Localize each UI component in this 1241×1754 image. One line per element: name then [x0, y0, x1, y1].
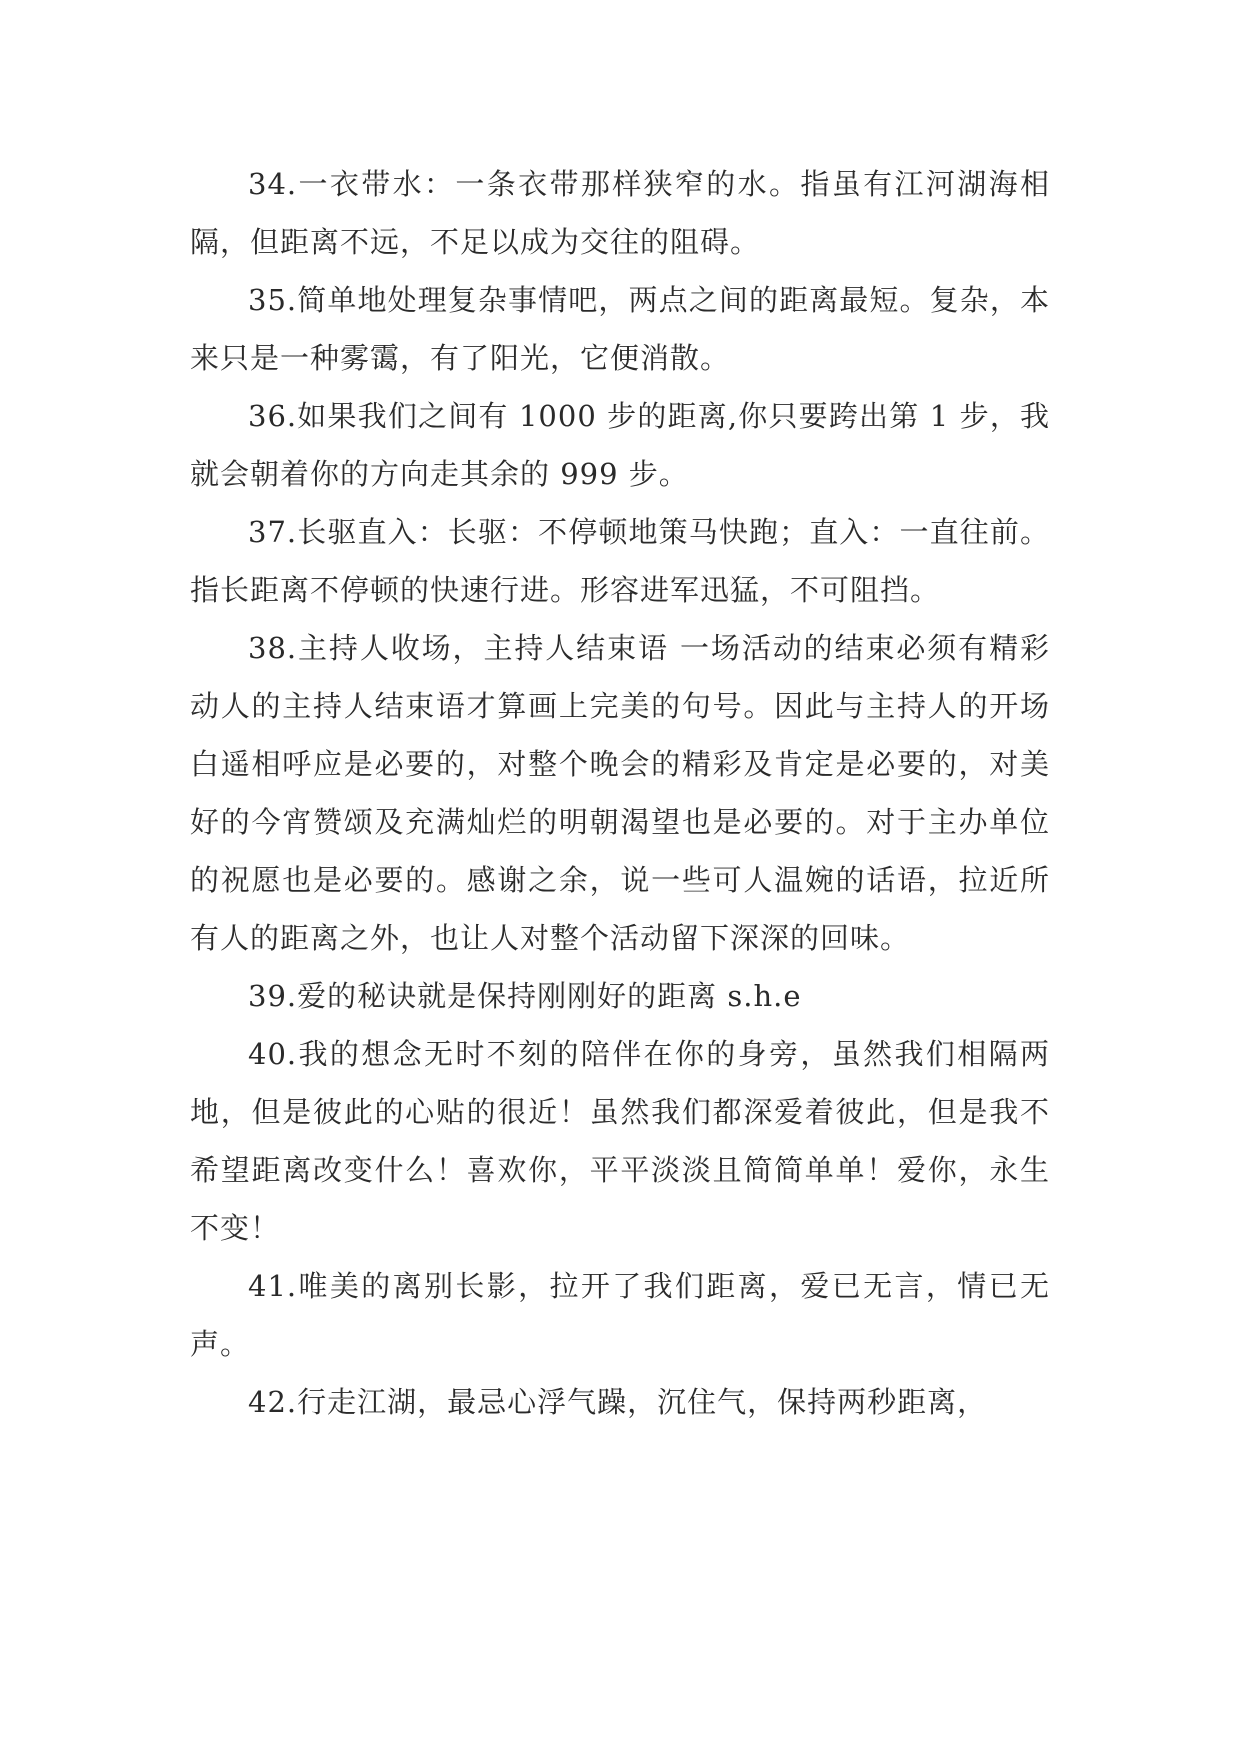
paragraph-36: 36.如果我们之间有 1000 步的距离,你只要跨出第 1 步，我就会朝着你的方向走其余的 999 步。	[190, 399, 1050, 491]
paragraph-35: 35.简单地处理复杂事情吧，两点之间的距离最短。复杂，本来只是一种雾霭，有了阳光，它便消散。	[190, 283, 1050, 375]
paragraph-37: 37.长驱直入：长驱：不停顿地策马快跑；直入：一直往前。指长距离不停顿的快速行进。形容进军迅猛，不可阻挡。	[190, 515, 1050, 607]
document-page	[190, 155, 1050, 1431]
paragraph-40: 40.我的想念无时不刻的陪伴在你的身旁，虽然我们相隔两地，但是彼此的心贴的很近！虽然我们都深爱着彼此，但是我不希望距离改变什么！喜欢你，平平淡淡且简简单单！爱你，永生不变！	[190, 1037, 1050, 1245]
paragraph-39: 39.爱的秘诀就是保持刚刚好的距离 s.h.e	[248, 979, 802, 1013]
paragraph-42: 42.行走江湖，最忌心浮气躁，沉住气，保持两秒距离，	[248, 1385, 988, 1419]
paragraph-34: 34.一衣带水：一条衣带那样狭窄的水。指虽有江河湖海相隔，但距离不远，不足以成为交往的阻碍。	[190, 167, 1050, 259]
paragraph-41: 41.唯美的离别长影，拉开了我们距离，爱已无言，情已无声。	[190, 1269, 1050, 1361]
paragraph-38: 38.主持人收场，主持人结束语 一场活动的结束必须有精彩动人的主持人结束语才算画上完美的句号。因此与主持人的开场白遥相呼应是必要的，对整个晚会的精彩及肯定是必要的，对美好的今宵赞颂及充满灿烂的明朝渴望也是必要的。对于主办单位的祝愿也是必要的。感谢之余，说一些可人温婉的话语，拉近所有人的距离之外，也让人对整个活动留下深深的回味。	[190, 631, 1050, 955]
